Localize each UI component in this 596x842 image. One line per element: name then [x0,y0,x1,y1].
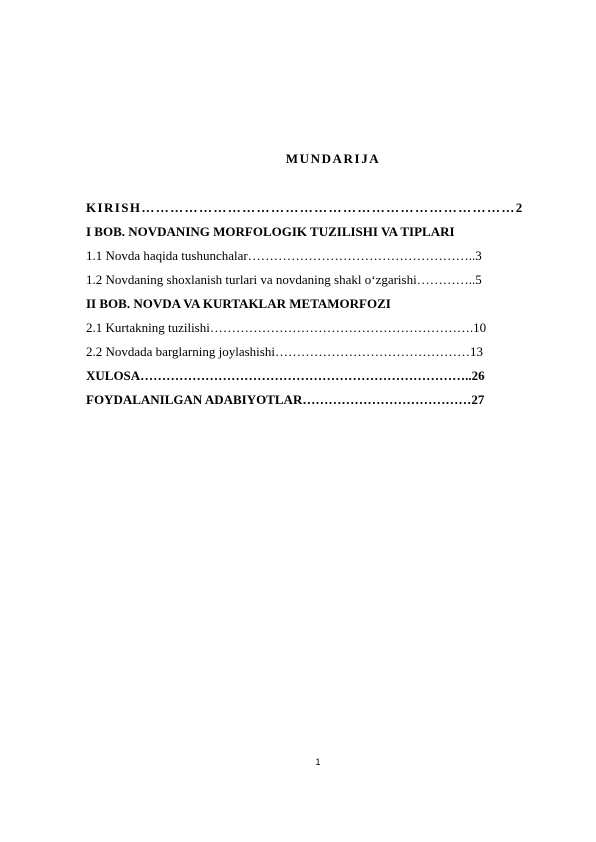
toc-entry-2-2: 2.2 Novdada barglarning joylashishi………………………………………13 [86,344,483,359]
toc-chapter-1-heading: I BOB. NOVDANING MORFOLOGIK TUZILISHI VA TIPLARI [86,224,455,239]
toc-entry-2-1: 2.1 Kurtakning tuzilishi…………………………………………………….10 [86,320,487,335]
toc-entry-adabiyotlar: FOYDALANILGAN ADABIYOTLAR…………………………………27 [86,392,485,407]
page-title: MUNDARIJA [285,151,381,166]
toc-chapter-2-heading: II BOB. NOVDA VA KURTAKLAR METAMORFOZI [86,296,391,311]
toc-entry-xulosa: XULOSA…………………………………………………………………..26 [86,368,485,383]
page-number: 1 [315,757,321,767]
toc-entry-1-2: 1.2 Novdaning shoxlanish turlari va novdaning shakl o‘zgarishi…………..5 [86,272,482,287]
toc-entry-kirish: KIRISH……………………………………………………………………2 [86,200,524,215]
toc-entry-1-1: 1.1 Novda haqida tushunchalar……………………………………………..3 [86,248,482,263]
